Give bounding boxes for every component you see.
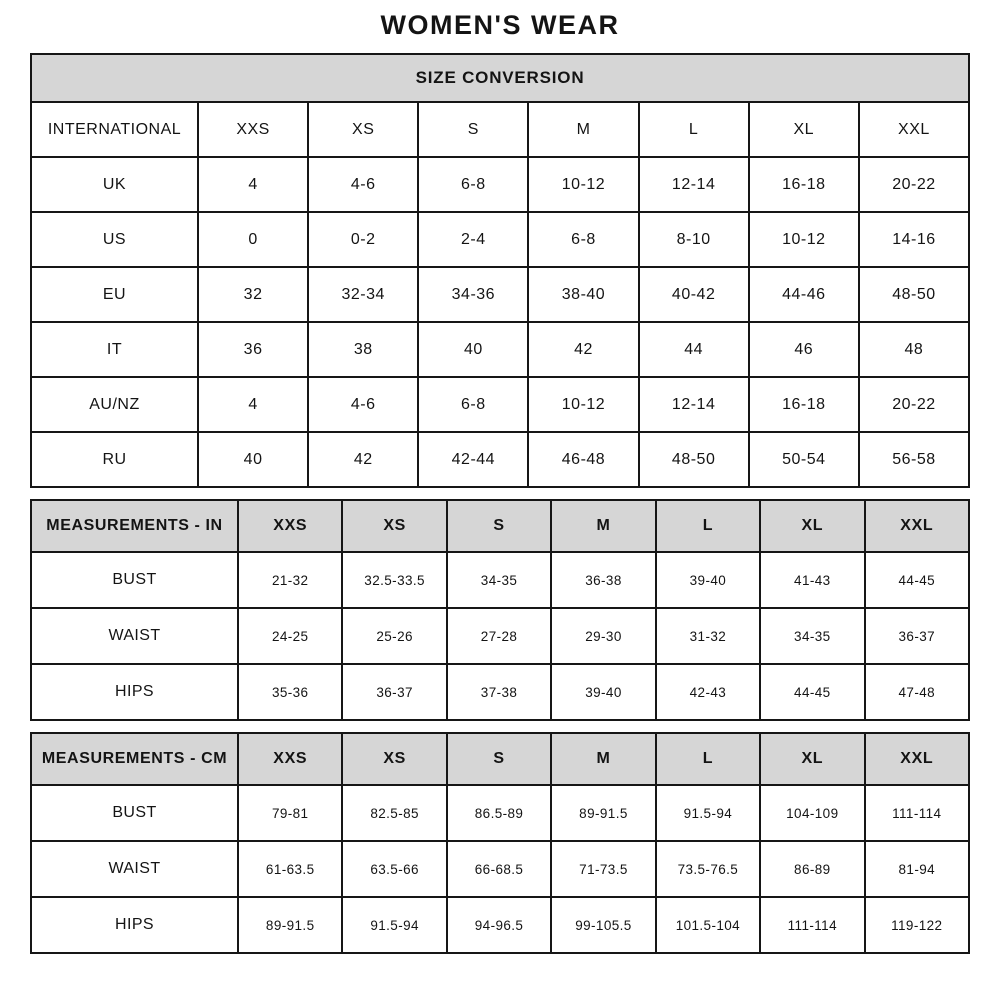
value-cell: 38-40 [528,267,638,322]
column-header: S [418,102,528,157]
value-cell: 48-50 [859,267,969,322]
value-cell: 94-96.5 [447,897,551,953]
table-row [31,841,969,897]
row-label: HIPS [31,664,238,720]
value-cell: 44 [639,322,749,377]
value-cell: 20-22 [859,377,969,432]
value-cell: 71-73.5 [551,841,655,897]
table-row [31,157,969,212]
row-label: WAIST [31,608,238,664]
value-cell: 42-44 [418,432,528,487]
value-cell: 89-91.5 [551,785,655,841]
value-cell: 48-50 [639,432,749,487]
table-row [31,322,969,377]
value-cell: 73.5-76.5 [656,841,760,897]
value-cell: 32.5-33.5 [342,552,446,608]
value-cell: 40 [198,432,308,487]
value-cell: 10-12 [749,212,859,267]
table-row [31,552,969,608]
table-row [31,785,969,841]
value-cell: 6-8 [418,377,528,432]
value-cell: 44-45 [865,552,969,608]
column-header: S [447,500,551,552]
value-cell: 10-12 [528,377,638,432]
value-cell: 40 [418,322,528,377]
value-cell: 48 [859,322,969,377]
value-cell: 6-8 [418,157,528,212]
value-cell: 12-14 [639,157,749,212]
value-cell: 25-26 [342,608,446,664]
row-label: BUST [31,785,238,841]
row-label: IT [31,322,198,377]
table-title: MEASUREMENTS - IN [31,500,238,552]
column-header: L [656,733,760,785]
value-cell: 41-43 [760,552,864,608]
value-cell: 79-81 [238,785,342,841]
value-cell: 34-35 [447,552,551,608]
value-cell: 111-114 [865,785,969,841]
value-cell: 101.5-104 [656,897,760,953]
measurements-in-table [30,499,970,721]
column-header: XXL [865,733,969,785]
value-cell: 0 [198,212,308,267]
table-row [31,432,969,487]
table-row [31,212,969,267]
row-label: UK [31,157,198,212]
value-cell: 0-2 [308,212,418,267]
table-row [31,897,969,953]
column-header: XXS [238,733,342,785]
value-cell: 24-25 [238,608,342,664]
value-cell: 63.5-66 [342,841,446,897]
table-title: MEASUREMENTS - CM [31,733,238,785]
value-cell: 21-32 [238,552,342,608]
column-header: M [551,733,655,785]
value-cell: 82.5-85 [342,785,446,841]
value-cell: 4 [198,157,308,212]
value-cell: 56-58 [859,432,969,487]
value-cell: 99-105.5 [551,897,655,953]
column-header: XL [749,102,859,157]
value-cell: 50-54 [749,432,859,487]
value-cell: 29-30 [551,608,655,664]
row-label: HIPS [31,897,238,953]
row-label: RU [31,432,198,487]
value-cell: 42-43 [656,664,760,720]
value-cell: 27-28 [447,608,551,664]
value-cell: 119-122 [865,897,969,953]
columns-row [31,102,969,157]
column-header: L [656,500,760,552]
value-cell: 46-48 [528,432,638,487]
value-cell: 4 [198,377,308,432]
value-cell: 66-68.5 [447,841,551,897]
value-cell: 8-10 [639,212,749,267]
value-cell: 6-8 [528,212,638,267]
value-cell: 4-6 [308,377,418,432]
value-cell: 89-91.5 [238,897,342,953]
header-row [31,500,969,552]
column-header: XXL [865,500,969,552]
value-cell: 20-22 [859,157,969,212]
value-cell: 2-4 [418,212,528,267]
column-header: XXS [238,500,342,552]
column-header: XL [760,500,864,552]
value-cell: 81-94 [865,841,969,897]
measurements-cm-table [30,732,970,954]
row-label: EU [31,267,198,322]
row-label: BUST [31,552,238,608]
value-cell: 91.5-94 [656,785,760,841]
column-header: XS [342,500,446,552]
column-header: XXS [198,102,308,157]
measurements-in-body [31,500,969,720]
value-cell: 36 [198,322,308,377]
value-cell: 38 [308,322,418,377]
size-conversion-table [30,53,970,488]
column-header: XXL [859,102,969,157]
column-header: XS [308,102,418,157]
value-cell: 36-37 [865,608,969,664]
value-cell: 31-32 [656,608,760,664]
value-cell: 39-40 [551,664,655,720]
row-label: AU/NZ [31,377,198,432]
value-cell: 16-18 [749,157,859,212]
header-row [31,733,969,785]
column-header: M [551,500,655,552]
value-cell: 14-16 [859,212,969,267]
value-cell: 47-48 [865,664,969,720]
column-header: L [639,102,749,157]
value-cell: 35-36 [238,664,342,720]
page-title: WOMEN'S WEAR [380,10,620,40]
value-cell: 32 [198,267,308,322]
value-cell: 36-37 [342,664,446,720]
measurements-cm-body [31,733,969,953]
column-header: M [528,102,638,157]
value-cell: 12-14 [639,377,749,432]
value-cell: 32-34 [308,267,418,322]
value-cell: 4-6 [308,157,418,212]
table-row [31,664,969,720]
value-cell: 86.5-89 [447,785,551,841]
table-row [31,608,969,664]
value-cell: 111-114 [760,897,864,953]
value-cell: 44-46 [749,267,859,322]
column-header: XS [342,733,446,785]
value-cell: 16-18 [749,377,859,432]
column-header: XL [760,733,864,785]
size-conversion-body [31,102,969,487]
value-cell: 104-109 [760,785,864,841]
value-cell: 39-40 [656,552,760,608]
value-cell: 37-38 [447,664,551,720]
value-cell: 10-12 [528,157,638,212]
value-cell: 44-45 [760,664,864,720]
value-cell: 42 [308,432,418,487]
column-header: S [447,733,551,785]
table-row [31,377,969,432]
value-cell: 34-36 [418,267,528,322]
value-cell: 36-38 [551,552,655,608]
value-cell: 86-89 [760,841,864,897]
row-header-label: INTERNATIONAL [31,102,198,157]
table-row [31,267,969,322]
value-cell: 40-42 [639,267,749,322]
banner-row [31,54,969,102]
value-cell: 61-63.5 [238,841,342,897]
value-cell: 42 [528,322,638,377]
value-cell: 91.5-94 [342,897,446,953]
value-cell: 46 [749,322,859,377]
row-label: US [31,212,198,267]
value-cell: 34-35 [760,608,864,664]
row-label: WAIST [31,841,238,897]
size-conversion-banner: SIZE CONVERSION [31,54,969,102]
